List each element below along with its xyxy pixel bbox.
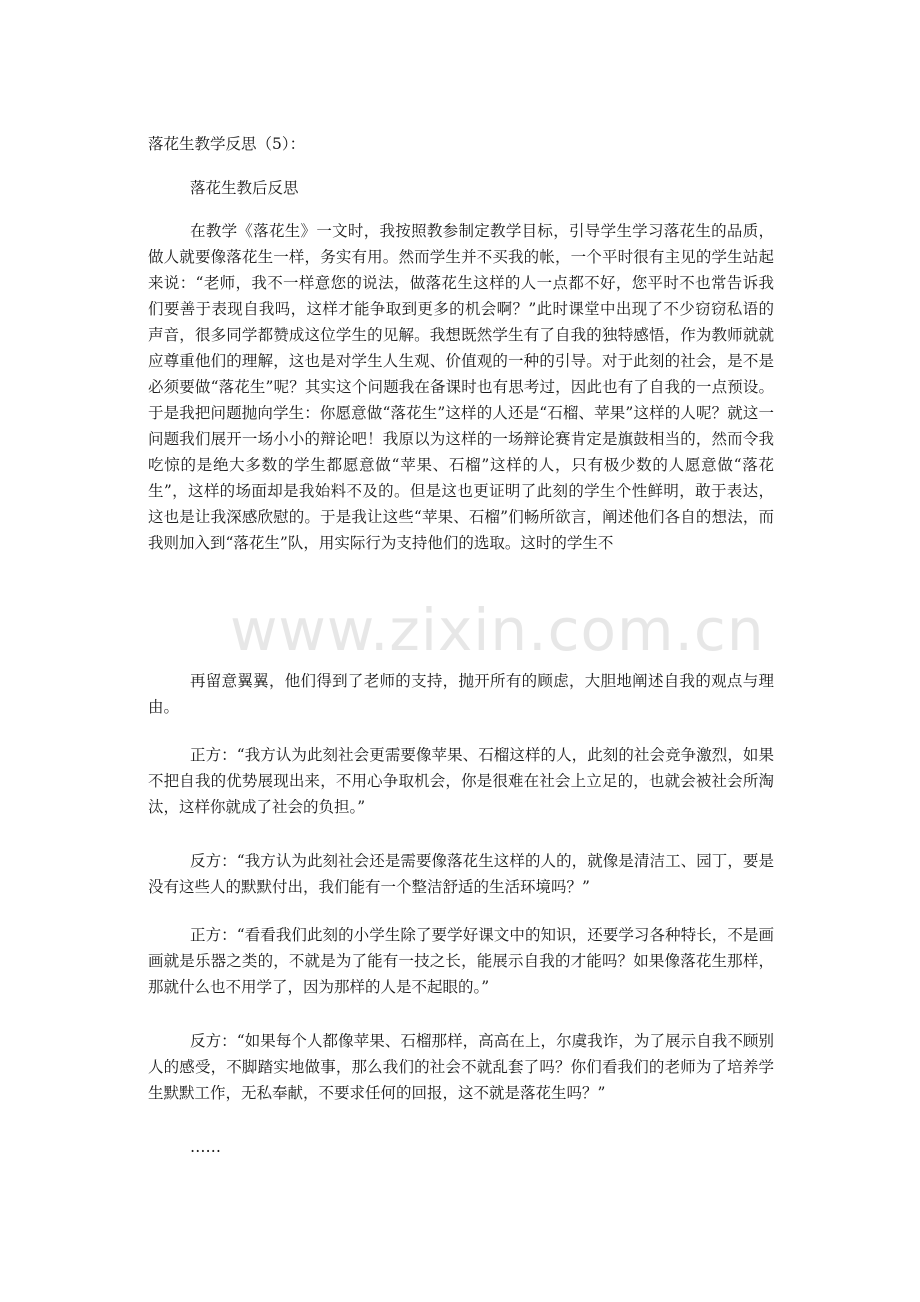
document-title: 落花生教学反思（5）： — [148, 135, 306, 153]
paragraph-con-1: 反方：“我方认为此刻社会还是需要像落花生这样的人的，就像是清洁工、园丁，要是没有这些人的默默付出，我们能有一个整洁舒适的生活环境吗？” — [148, 852, 774, 896]
paragraph-con-2: 反方：“如果每个人都像苹果、石榴那样，高高在上，尔虞我诈，为了展示自我不顾别人的感受，不脚踏实地做事，那么我们的社会不就乱套了吗？你们看我们的老师为了培养学生默默工作，无私奉献，不要求任何的回报，这不就是落花生吗？” — [148, 1032, 774, 1102]
paragraph-continuation: 再留意翼翼，他们得到了老师的支持，抛开所有的顾虑，大胆地阐述自我的观点与理由。 — [148, 672, 774, 716]
paragraph-pro-2: 正方：“看看我们此刻的小学生除了要学好课文中的知识，还要学习各种特长，不是画画就是乐器之类的，不就是为了能有一技之长，能展示自我的才能吗？如果像落花生那样，那就什么也不用学了，因为那样的人是不起眼的。” — [148, 926, 774, 996]
watermark-text: www.zixin.com.cn — [230, 596, 765, 664]
paragraph-ellipsis: …… — [190, 1138, 221, 1156]
paragraph-pro-1: 正方：“我方认为此刻社会更需要像苹果、石榴这样的人，此刻的社会竞争激烈，如果不把自我的优势展现出来，不用心争取机会，你是很难在社会上立足的，也就会被社会所淘汰，这样你就成了社会的负担。” — [148, 746, 774, 816]
paragraph-intro: 在教学《落花生》一文时，我按照教参制定教学目标，引导学生学习落花生的品质，做人就要像落花生一样，务实有用。然而学生并不买我的帐，一个平时很有主见的学生站起来说：“老师，我不一样意您的说法，做落花生这样的人一点都不好，您平时不也常告诉我们要善于表现自我吗，这样才能争取到更多的机会啊？”此时课堂中出现了不少窃窃私语的声音，很多同学都赞成这位学生的见解。我想既然学生有了自我的独特感悟，作为教师就就应尊重他们的理解，这也是对学生人生观、价值观的一种的引导。对于此刻的社会，是不是必须要做“落花生”呢？其实这个问题我在备课时也有思考过，因此也有了自我的一点预设。于是我把问题抛向学生：你愿意做“落花生”这样的人还是“石榴、苹果”这样的人呢？就这一问题我们展开一场小小的辩论吧！我原以为这样的一场辩论赛肯定是旗鼓相当的，然而令我吃惊的是绝大多数的学生都愿意做“苹果、石榴”这样的人，只有极少数的人愿意做“落花生”，这样的场面却是我始料不及的。但是这也更证明了此刻的学生个性鲜明，敢于表达，这也是让我深感欣慰的。于是我让这些“苹果、石榴”们畅所欲言，阐述他们各自的想法，而我则加入到“落花生”队，用实际行为支持他们的选取。这时的学生不 — [148, 222, 774, 552]
document-subtitle: 落花生教后反思 — [190, 179, 299, 197]
